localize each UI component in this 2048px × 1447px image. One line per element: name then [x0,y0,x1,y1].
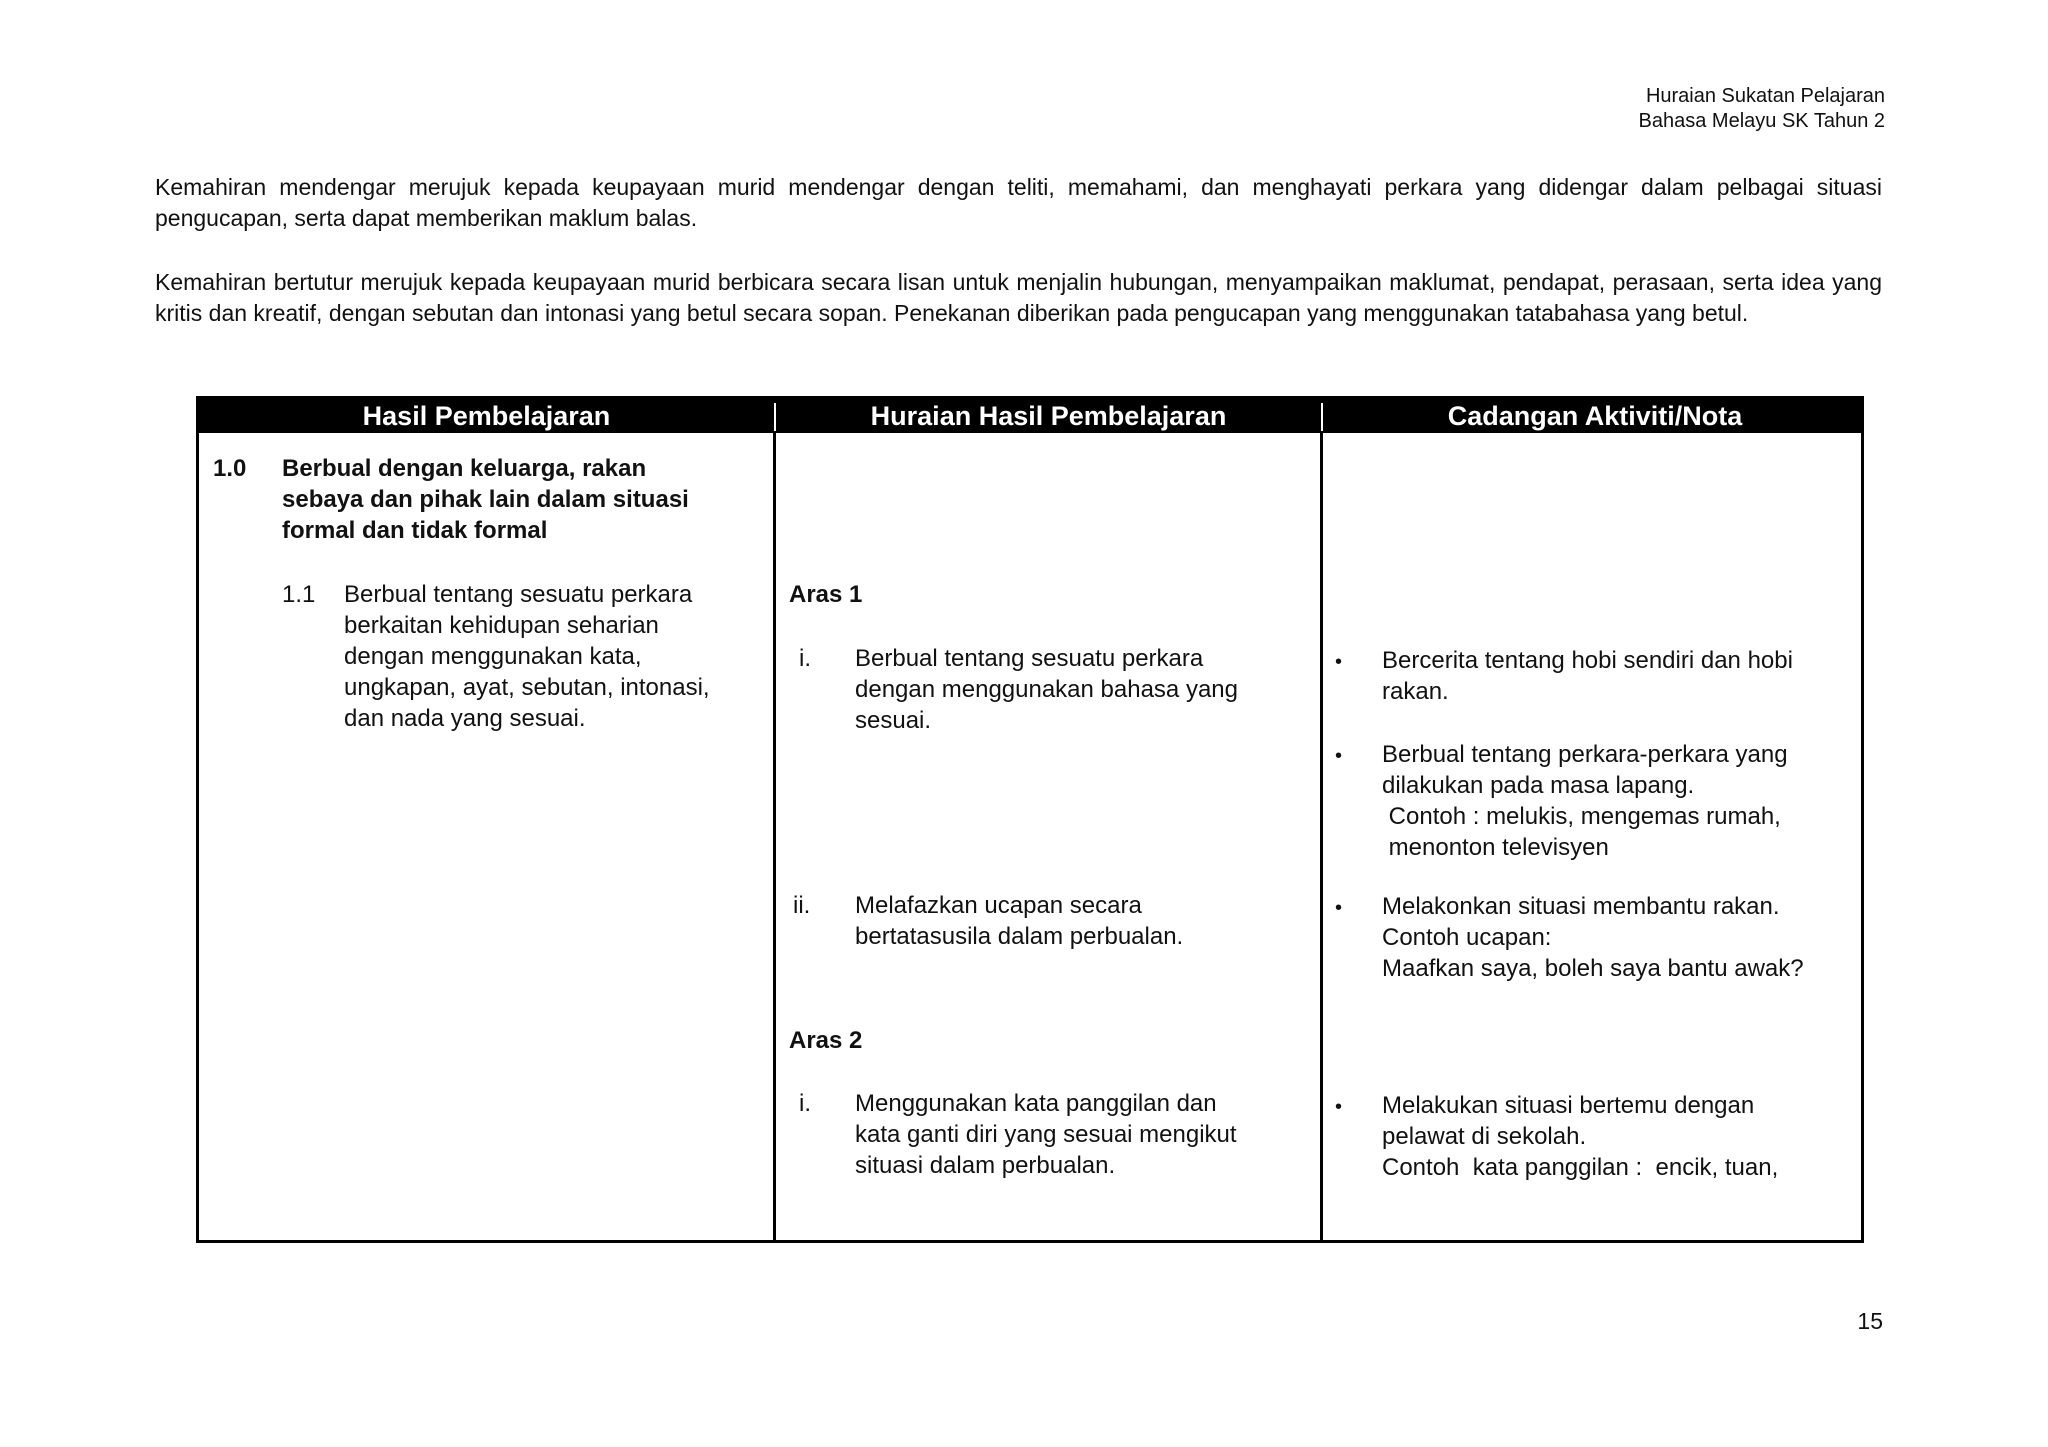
level-2-item-1: Menggunakan kata panggilan dan kata ganti diri yang sesuai mengikut situasi dalam perbualan. [855,1090,1237,1179]
item-number: i. [799,645,811,672]
bullet-icon: • [1335,651,1343,673]
header-huraian-hasil: Huraian Hasil Pembelajaran [870,401,1227,431]
outcome-main-text: Berbual dengan keluarga, rakan sebaya dan pihak lain dalam situasi formal dan tidak formal [282,455,689,544]
item-number: i. [799,1090,811,1117]
column-divider [1320,433,1323,1240]
page-number: 15 [1857,1308,1883,1334]
header-cadangan-aktiviti: Cadangan Aktiviti/Nota [1447,401,1743,431]
learning-outcomes-table [196,396,1864,1243]
header-hasil-pembelajaran: Hasil Pembelajaran [362,401,611,431]
activity-1: Bercerita tentang hobi sendiri dan hobi rakan. [1382,647,1793,705]
item-number: ii. [793,892,811,919]
activity-4: Melakukan situasi bertemu dengan pelawat di sekolah. Contoh kata panggilan : encik, tuan, [1382,1092,1779,1181]
outcome-sub-text: Berbual tentang sesuatu perkara berkaitan kehidupan seharian dengan menggunakan kata, ungkapan, ayat, sebutan, intonasi, dan nada yang sesuai. [344,581,710,732]
outcome-sub-number: 1.1 [282,581,316,608]
level-1-item-2: Melafazkan ucapan secara bertatasusila dalam perbualan. [855,892,1184,950]
level-2-heading: Aras 2 [789,1027,863,1054]
table-header-row [199,399,1861,433]
column-divider [773,433,776,1240]
intro-paragraph-speaking: Kemahiran bertutur merujuk kepada keupayaan murid berbicara secara lisan untuk menjalin hubungan, menyampaikan maklumat, pendapat, perasaan, serta idea yang kritis dan kreatif, dengan sebutan dan intonasi yang betul secara sopan. Penekanan diberikan pada pengucapan yang menggunakan tatabahasa yang betul. [155,269,1882,326]
bullet-icon: • [1335,745,1343,767]
intro-paragraph-listening: Kemahiran mendengar merujuk kepada keupayaan murid mendengar dengan teliti, memahami, dan menghayati perkara yang didengar dalam pelbagai situasi pengucapan, serta dapat memberikan maklum balas. [155,174,1882,231]
running-header [1639,84,1885,134]
level-1-item-1: Berbual tentang sesuatu perkara dengan menggunakan bahasa yang sesuai. [855,645,1238,734]
activity-3: Melakonkan situasi membantu rakan. Contoh ucapan: Maafkan saya, boleh saya bantu awak? [1382,893,1804,982]
activity-2: Berbual tentang perkara-perkara yang dilakukan pada masa lapang. Contoh : melukis, mengemas rumah, menonton televisyen [1382,741,1788,861]
header-line-2: Bahasa Melayu SK Tahun 2 [1638,110,1885,132]
header-line-1: Huraian Sukatan Pelajaran [1645,85,1885,107]
level-1-heading: Aras 1 [789,581,863,608]
outcome-main-number: 1.0 [213,455,247,482]
bullet-icon: • [1335,1096,1343,1118]
bullet-icon: • [1335,897,1343,919]
